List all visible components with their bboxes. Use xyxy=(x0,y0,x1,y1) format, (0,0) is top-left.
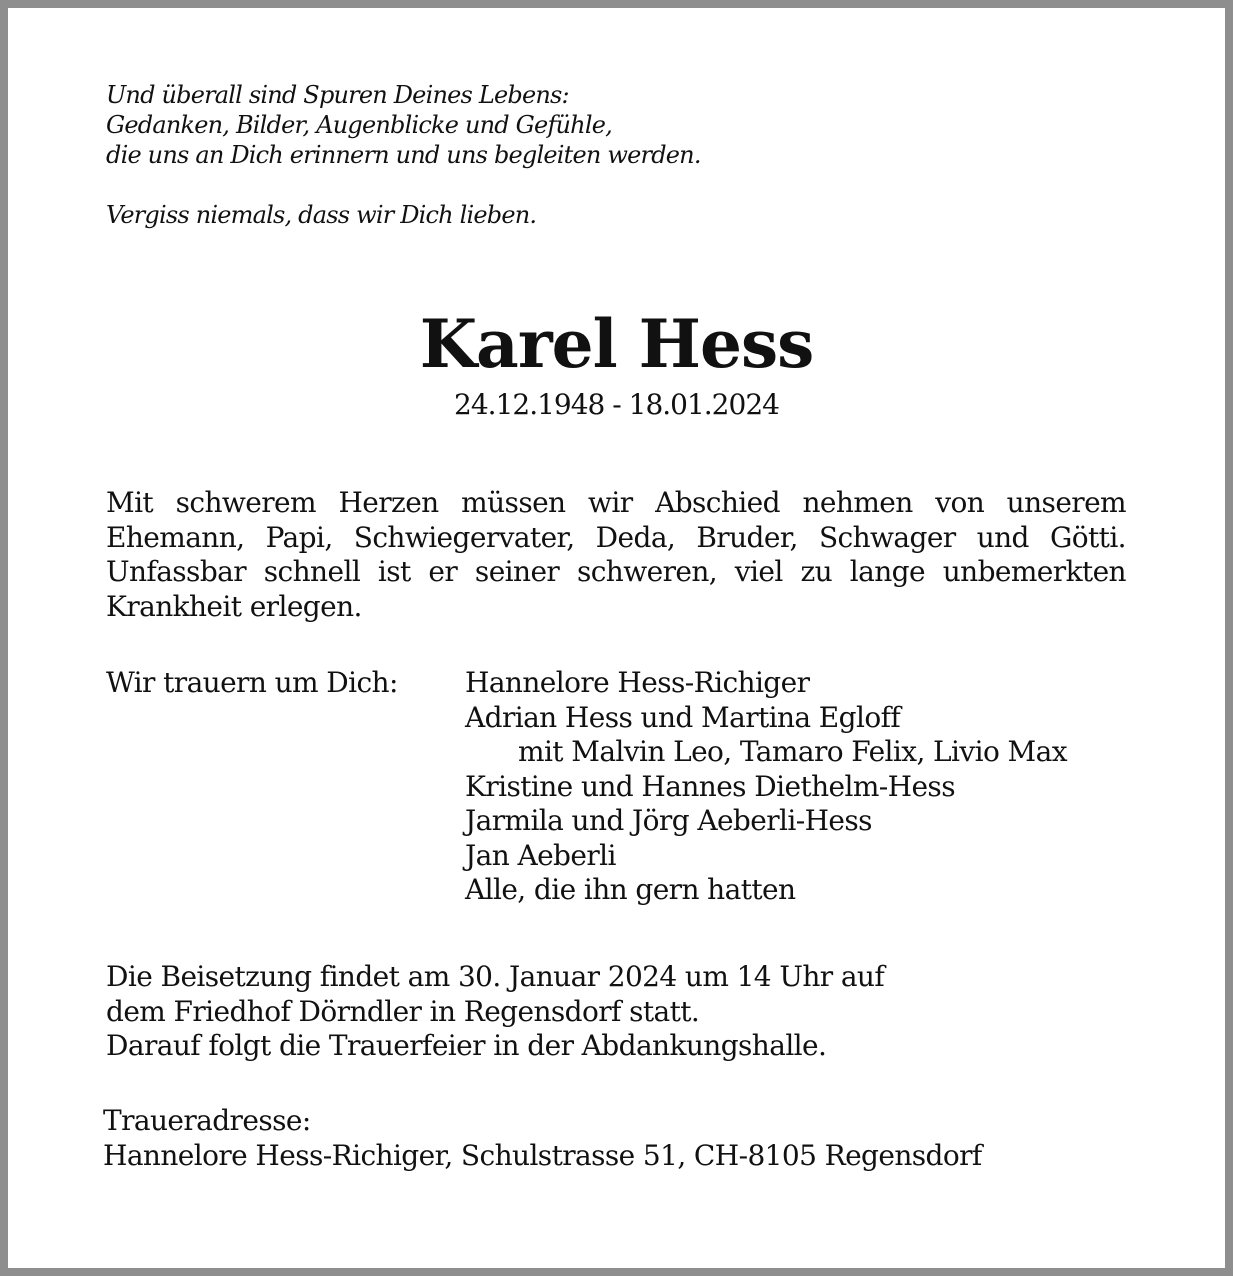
poem-block xyxy=(106,80,701,230)
burial-line: Darauf folgt die Trauerfeier in der Abdankungshalle. xyxy=(106,1029,827,1062)
poem-spacer xyxy=(106,170,701,200)
life-dates: 24.12.1948 - 18.01.2024 xyxy=(454,388,779,421)
address-text: Hannelore Hess-Richiger, Schulstrasse 51, CH-8105 Regensdorf xyxy=(103,1138,982,1172)
mourner-name: Jarmila und Jörg Aeberli-Hess xyxy=(465,804,872,837)
mourning-address xyxy=(103,1104,982,1173)
mourner-name: Alle, die ihn gern hatten xyxy=(465,873,796,906)
poem-closing: Vergiss niemals, dass wir Dich lieben. xyxy=(106,201,537,229)
mourner-name: mit Malvin Leo, Tamaro Felix, Livio Max xyxy=(518,735,1067,768)
burial-info xyxy=(106,960,884,1064)
poem-line: Und überall sind Spuren Deines Lebens: xyxy=(106,81,569,109)
burial-line: Die Beisetzung findet am 30. Januar 2024 um 14 Uhr auf xyxy=(106,960,885,993)
burial-line: dem Friedhof Dörndler in Regensdorf statt. xyxy=(106,994,700,1028)
mourner-name: Kristine und Hannes Diethelm-Hess xyxy=(465,769,955,803)
announcement-paragraph: Mit schwerem Herzen müssen wir Abschied nehmen von unserem Ehemann, Papi, Schwiegervater, Deda, Bruder, Schwager und Götti. Unfassbar schnell ist er seiner schweren, viel zu lange unbemerkten Krankheit erlegen. xyxy=(106,486,1126,623)
address-label: Traueradresse: xyxy=(103,1104,311,1137)
poem-line: Gedanken, Bilder, Augenblicke und Gefühle, xyxy=(106,111,612,139)
mourners-list xyxy=(465,666,1067,908)
mourner-name: Adrian Hess und Martina Egloff xyxy=(465,700,901,734)
poem-line: die uns an Dich erinnern und uns begleiten werden. xyxy=(106,141,701,169)
mourners-label: Wir trauern um Dich: xyxy=(106,666,398,699)
mourner-name: Hannelore Hess-Richiger xyxy=(465,666,810,699)
mourner-name: Jan Aeberli xyxy=(465,838,616,872)
obituary-page xyxy=(8,8,1225,1268)
deceased-name: Karel Hess xyxy=(419,305,814,383)
